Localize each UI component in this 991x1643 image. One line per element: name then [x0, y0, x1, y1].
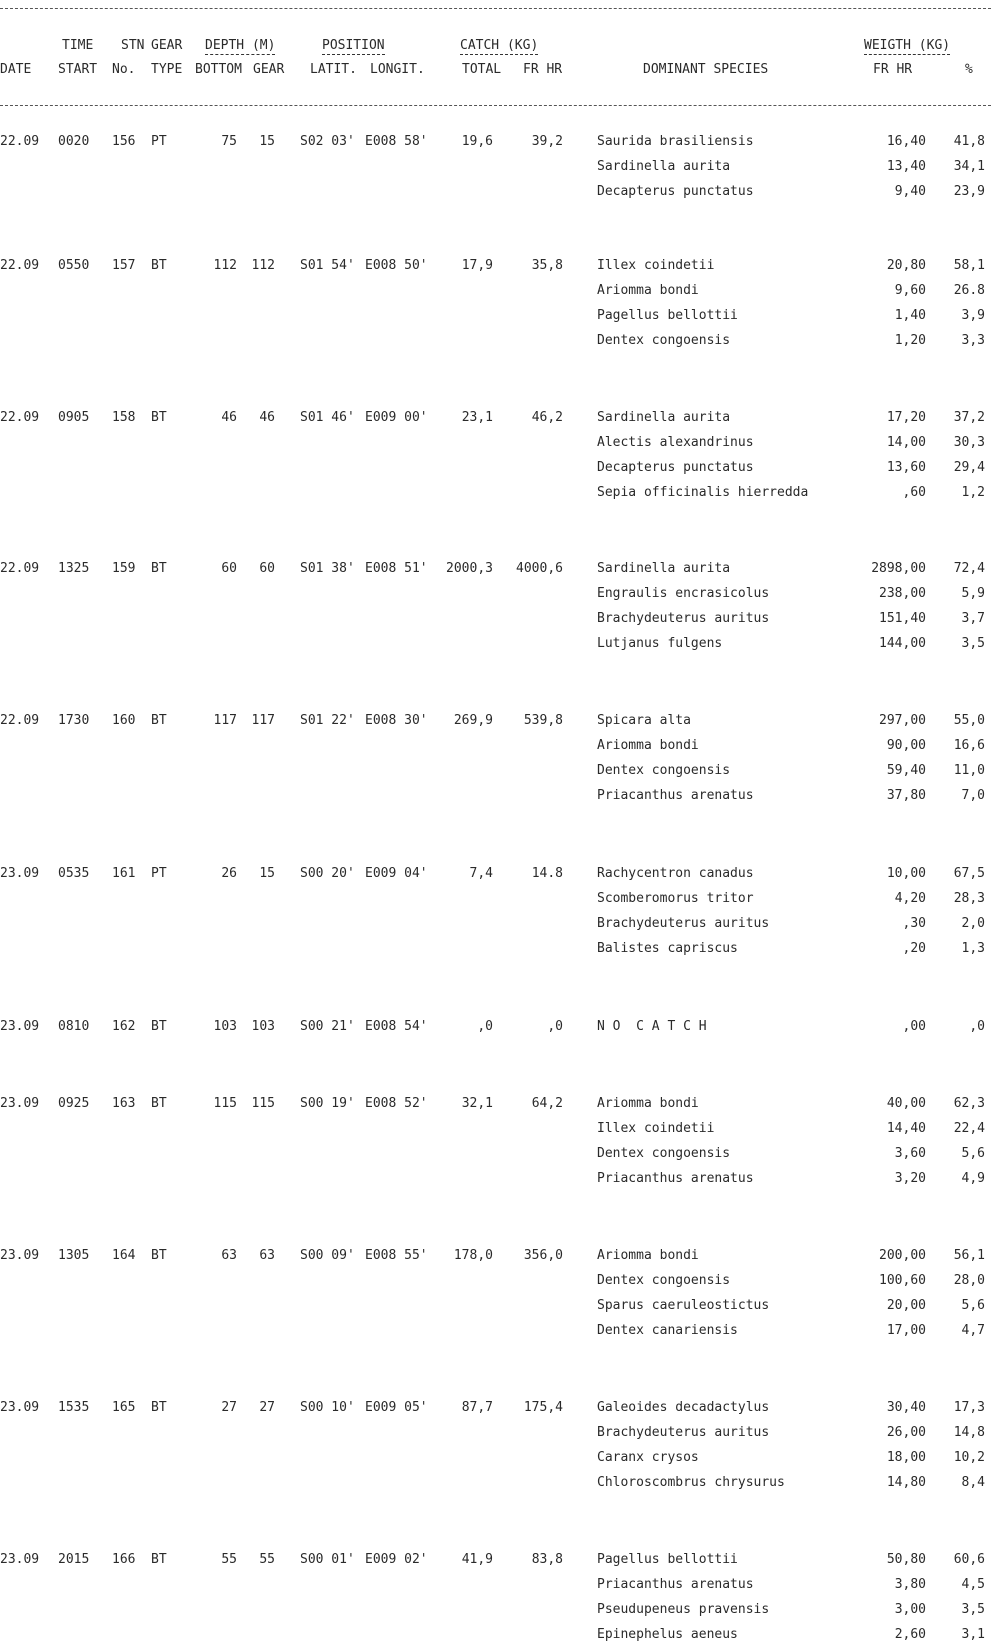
station-date: 22.09 [0, 134, 40, 149]
station-gear-depth: 15 [259, 134, 275, 149]
station-gear-depth: 46 [259, 410, 275, 425]
species-name: Pagellus bellottii [597, 308, 738, 323]
station-gear-depth: 15 [259, 866, 275, 881]
species-weight: 17,00 [886, 1323, 926, 1338]
species-weight: 16,40 [886, 134, 926, 149]
species-weight: 13,40 [886, 159, 926, 174]
station-bottom: 112 [213, 258, 237, 273]
species-weight: 26,00 [886, 1425, 926, 1440]
header-depth-gear: GEAR [253, 62, 285, 77]
species-pct: 17,3 [953, 1400, 985, 1415]
station-total: 19,6 [461, 134, 493, 149]
species-weight: 17,20 [886, 410, 926, 425]
header-catch-group: CATCH (KG) [460, 38, 539, 53]
species-weight: 9,40 [894, 184, 926, 199]
station-stn: 164 [112, 1248, 136, 1263]
header-gear-2: TYPE [151, 62, 183, 77]
station-total: 2000,3 [446, 561, 493, 576]
station-gear: BT [151, 1019, 167, 1034]
station-total: 32,1 [461, 1096, 493, 1111]
species-name: Chloroscombrus chrysurus [597, 1475, 785, 1490]
station-gear-depth: 115 [251, 1096, 275, 1111]
header-longit: LONGIT. [370, 62, 425, 77]
header-depth-bottom: BOTTOM [195, 62, 242, 77]
station-lat: S00 01' [300, 1552, 355, 1567]
species-name: Ariomma bondi [597, 283, 699, 298]
station-gear: PT [151, 866, 167, 881]
station-time: 1305 [58, 1248, 90, 1263]
species-pct: 23,9 [953, 184, 985, 199]
species-name: Dentex congoensis [597, 763, 731, 778]
species-pct: 58,1 [953, 258, 985, 273]
species-pct: 26.8 [953, 283, 985, 298]
species-weight: 13,60 [886, 460, 926, 475]
station-total: 269,9 [453, 713, 493, 728]
station-frhr: 14.8 [531, 866, 563, 881]
top-rule [0, 8, 991, 9]
station-gear: BT [151, 713, 167, 728]
species-weight: 297,00 [879, 713, 926, 728]
station-gear-depth: 63 [259, 1248, 275, 1263]
station-time: 1535 [58, 1400, 90, 1415]
station-lat: S01 22' [300, 713, 355, 728]
species-pct: 2,0 [961, 916, 985, 931]
station-gear-depth: 27 [259, 1400, 275, 1415]
station-total: 41,9 [461, 1552, 493, 1567]
station-total: ,0 [477, 1019, 493, 1034]
station-frhr: 64,2 [531, 1096, 563, 1111]
station-gear: PT [151, 134, 167, 149]
station-gear: BT [151, 258, 167, 273]
station-gear: BT [151, 561, 167, 576]
species-pct: 28,0 [953, 1273, 985, 1288]
station-lat: S00 10' [300, 1400, 355, 1415]
species-pct: 4,9 [961, 1171, 985, 1186]
header-time-2: START [58, 62, 98, 77]
species-name: Sardinella aurita [597, 561, 731, 576]
species-pct: 22,4 [953, 1121, 985, 1136]
station-total: 178,0 [453, 1248, 493, 1263]
header-time-1: TIME [62, 38, 94, 53]
header-rule [0, 105, 991, 106]
species-name: Lutjanus fulgens [597, 636, 723, 651]
species-name: Engraulis encrasicolus [597, 586, 770, 601]
species-name: Sparus caeruleostictus [597, 1298, 770, 1313]
station-frhr: 39,2 [531, 134, 563, 149]
station-time: 0810 [58, 1019, 90, 1034]
species-pct: 8,4 [961, 1475, 985, 1490]
station-lon: E008 30' [365, 713, 428, 728]
station-time: 0925 [58, 1096, 90, 1111]
station-frhr: ,0 [547, 1019, 563, 1034]
station-frhr: 539,8 [523, 713, 563, 728]
species-name: Illex coindetii [597, 1121, 715, 1136]
station-date: 23.09 [0, 866, 40, 881]
station-date: 22.09 [0, 713, 40, 728]
species-name: Rachycentron canadus [597, 866, 754, 881]
header-catch-frhr: FR HR [523, 62, 563, 77]
species-weight: 14,00 [886, 435, 926, 450]
species-pct: 3,5 [961, 636, 985, 651]
species-weight: 200,00 [879, 1248, 926, 1263]
species-name: Pseudupeneus pravensis [597, 1602, 770, 1617]
station-bottom: 115 [213, 1096, 237, 1111]
station-total: 17,9 [461, 258, 493, 273]
species-pct: 5,6 [961, 1298, 985, 1313]
species-pct: 60,6 [953, 1552, 985, 1567]
station-time: 2015 [58, 1552, 90, 1567]
species-pct: 14,8 [953, 1425, 985, 1440]
station-stn: 166 [112, 1552, 136, 1567]
station-lon: E008 58' [365, 134, 428, 149]
species-name: Priacanthus arenatus [597, 1171, 754, 1186]
station-bottom: 60 [221, 561, 237, 576]
station-frhr: 356,0 [523, 1248, 563, 1263]
header-gear-1: GEAR [151, 38, 183, 53]
station-time: 0905 [58, 410, 90, 425]
station-lat: S00 20' [300, 866, 355, 881]
header-position-group: POSITION [322, 38, 385, 53]
species-weight: ,60 [902, 485, 926, 500]
species-weight: 3,00 [894, 1602, 926, 1617]
species-name: Brachydeuterus auritus [597, 611, 770, 626]
station-lon: E009 00' [365, 410, 428, 425]
station-lat: S00 19' [300, 1096, 355, 1111]
species-pct: 5,9 [961, 586, 985, 601]
species-name: Galeoides decadactylus [597, 1400, 770, 1415]
species-name: Sardinella aurita [597, 410, 731, 425]
station-date: 23.09 [0, 1248, 40, 1263]
species-pct: 37,2 [953, 410, 985, 425]
station-total: 87,7 [461, 1400, 493, 1415]
header-weight-frhr: FR HR [873, 62, 913, 77]
species-weight: 4,20 [894, 891, 926, 906]
species-weight: 59,40 [886, 763, 926, 778]
station-date: 23.09 [0, 1019, 40, 1034]
species-pct: 34,1 [953, 159, 985, 174]
species-weight: 100,60 [879, 1273, 926, 1288]
station-stn: 162 [112, 1019, 136, 1034]
station-stn: 161 [112, 866, 136, 881]
station-gear: BT [151, 1552, 167, 1567]
species-weight: 3,60 [894, 1146, 926, 1161]
station-lon: E008 51' [365, 561, 428, 576]
species-name: Brachydeuterus auritus [597, 1425, 770, 1440]
species-weight: 144,00 [879, 636, 926, 651]
station-date: 23.09 [0, 1552, 40, 1567]
species-weight: 3,80 [894, 1577, 926, 1592]
species-name: Saurida brasiliensis [597, 134, 754, 149]
station-lon: E008 50' [365, 258, 428, 273]
species-name: Illex coindetii [597, 258, 715, 273]
station-date: 23.09 [0, 1096, 40, 1111]
species-name: Dentex congoensis [597, 333, 731, 348]
species-name: Priacanthus arenatus [597, 788, 754, 803]
station-date: 22.09 [0, 258, 40, 273]
species-pct: 10,2 [953, 1450, 985, 1465]
station-time: 1325 [58, 561, 90, 576]
station-time: 0535 [58, 866, 90, 881]
species-weight: 20,00 [886, 1298, 926, 1313]
station-time: 0550 [58, 258, 90, 273]
species-name: Caranx crysos [597, 1450, 699, 1465]
species-name: Decapterus punctatus [597, 460, 754, 475]
station-frhr: 46,2 [531, 410, 563, 425]
station-gear: BT [151, 1248, 167, 1263]
station-stn: 160 [112, 713, 136, 728]
species-name: Spicara alta [597, 713, 691, 728]
station-stn: 163 [112, 1096, 136, 1111]
species-pct: 4,7 [961, 1323, 985, 1338]
species-weight: 10,00 [886, 866, 926, 881]
species-name: Priacanthus arenatus [597, 1577, 754, 1592]
species-weight: 151,40 [879, 611, 926, 626]
station-lon: E009 05' [365, 1400, 428, 1415]
species-weight: 1,40 [894, 308, 926, 323]
station-bottom: 63 [221, 1248, 237, 1263]
station-frhr: 83,8 [531, 1552, 563, 1567]
station-lon: E008 54' [365, 1019, 428, 1034]
species-weight: 90,00 [886, 738, 926, 753]
station-frhr: 4000,6 [516, 561, 563, 576]
species-weight: ,30 [902, 916, 926, 931]
station-lon: E008 55' [365, 1248, 428, 1263]
header-date: DATE [0, 62, 32, 77]
station-gear: BT [151, 1096, 167, 1111]
species-pct: 3,5 [961, 1602, 985, 1617]
species-pct: 16,6 [953, 738, 985, 753]
station-stn: 156 [112, 134, 136, 149]
species-name: Ariomma bondi [597, 738, 699, 753]
station-frhr: 35,8 [531, 258, 563, 273]
station-stn: 165 [112, 1400, 136, 1415]
species-weight: 2898,00 [871, 561, 926, 576]
station-lon: E008 52' [365, 1096, 428, 1111]
station-total: 7,4 [469, 866, 493, 881]
species-name: Pagellus bellottii [597, 1552, 738, 1567]
species-pct: 3,1 [961, 1627, 985, 1642]
species-weight: 1,20 [894, 333, 926, 348]
station-lat: S02 03' [300, 134, 355, 149]
header-stn-1: STN [121, 38, 145, 53]
species-pct: 28,3 [953, 891, 985, 906]
station-bottom: 117 [213, 713, 237, 728]
station-lat: S01 54' [300, 258, 355, 273]
species-pct: 5,6 [961, 1146, 985, 1161]
species-weight: 40,00 [886, 1096, 926, 1111]
station-stn: 158 [112, 410, 136, 425]
station-lon: E009 02' [365, 1552, 428, 1567]
station-time: 1730 [58, 713, 90, 728]
species-weight: 20,80 [886, 258, 926, 273]
station-gear-depth: 55 [259, 1552, 275, 1567]
species-name: Scomberomorus tritor [597, 891, 754, 906]
station-bottom: 26 [221, 866, 237, 881]
header-catch-total: TOTAL [462, 62, 502, 77]
species-name: Ariomma bondi [597, 1096, 699, 1111]
station-bottom: 75 [221, 134, 237, 149]
station-gear: BT [151, 410, 167, 425]
station-bottom: 27 [221, 1400, 237, 1415]
station-gear-depth: 112 [251, 258, 275, 273]
header-stn-2: No. [112, 62, 136, 77]
species-name: N O C A T C H [597, 1019, 707, 1034]
species-name: Dentex congoensis [597, 1146, 731, 1161]
species-pct: 7,0 [961, 788, 985, 803]
station-gear: BT [151, 1400, 167, 1415]
species-pct: 1,2 [961, 485, 985, 500]
species-pct: 3,9 [961, 308, 985, 323]
species-weight: 238,00 [879, 586, 926, 601]
species-pct: 4,5 [961, 1577, 985, 1592]
species-name: Dentex canariensis [597, 1323, 738, 1338]
species-pct: 62,3 [953, 1096, 985, 1111]
species-weight: 14,80 [886, 1475, 926, 1490]
species-weight: 30,40 [886, 1400, 926, 1415]
species-pct: 3,7 [961, 611, 985, 626]
species-name: Epinephelus aeneus [597, 1627, 738, 1642]
station-lat: S01 38' [300, 561, 355, 576]
station-stn: 159 [112, 561, 136, 576]
species-name: Brachydeuterus auritus [597, 916, 770, 931]
species-pct: 29,4 [953, 460, 985, 475]
header-latit: LATIT. [310, 62, 357, 77]
species-weight: 2,60 [894, 1627, 926, 1642]
species-pct: 55,0 [953, 713, 985, 728]
species-weight: 18,00 [886, 1450, 926, 1465]
station-stn: 157 [112, 258, 136, 273]
species-pct: 41,8 [953, 134, 985, 149]
species-name: Sepia officinalis hierredda [597, 485, 809, 500]
species-pct: 3,3 [961, 333, 985, 348]
station-bottom: 55 [221, 1552, 237, 1567]
station-date: 22.09 [0, 410, 40, 425]
station-gear-depth: 60 [259, 561, 275, 576]
species-pct: 30,3 [953, 435, 985, 450]
species-weight: 50,80 [886, 1552, 926, 1567]
station-lat: S00 21' [300, 1019, 355, 1034]
species-pct: 67,5 [953, 866, 985, 881]
station-date: 22.09 [0, 561, 40, 576]
header-depth-group: DEPTH (M) [205, 38, 276, 53]
species-weight: 3,20 [894, 1171, 926, 1186]
station-lat: S01 46' [300, 410, 355, 425]
station-total: 23,1 [461, 410, 493, 425]
species-pct: 72,4 [953, 561, 985, 576]
species-pct: 56,1 [953, 1248, 985, 1263]
station-bottom: 46 [221, 410, 237, 425]
species-name: Balistes capriscus [597, 941, 738, 956]
species-weight: 37,80 [886, 788, 926, 803]
station-frhr: 175,4 [523, 1400, 563, 1415]
station-lat: S00 09' [300, 1248, 355, 1263]
species-weight: 14,40 [886, 1121, 926, 1136]
species-name: Decapterus punctatus [597, 184, 754, 199]
species-pct: 1,3 [961, 941, 985, 956]
station-lon: E009 04' [365, 866, 428, 881]
station-time: 0020 [58, 134, 90, 149]
species-name: Dentex congoensis [597, 1273, 731, 1288]
station-bottom: 103 [213, 1019, 237, 1034]
header-weight-group: WEIGTH (KG) [864, 38, 951, 53]
species-weight: ,00 [902, 1019, 926, 1034]
station-date: 23.09 [0, 1400, 40, 1415]
species-pct: 11,0 [953, 763, 985, 778]
station-gear-depth: 117 [251, 713, 275, 728]
species-weight: ,20 [902, 941, 926, 956]
species-pct: ,0 [969, 1019, 985, 1034]
species-name: Alectis alexandrinus [597, 435, 754, 450]
species-name: Sardinella aurita [597, 159, 731, 174]
species-name: Ariomma bondi [597, 1248, 699, 1263]
header-weight-pct: % [965, 62, 973, 77]
station-gear-depth: 103 [251, 1019, 275, 1034]
species-weight: 9,60 [894, 283, 926, 298]
header-dominant-species: DOMINANT SPECIES [643, 62, 769, 77]
